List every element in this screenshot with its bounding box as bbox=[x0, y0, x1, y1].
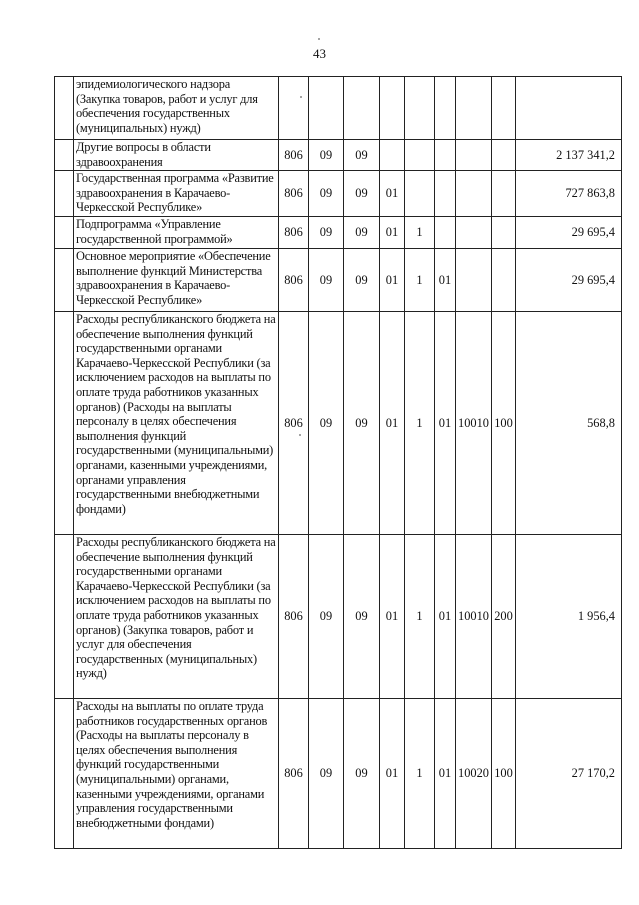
direction-code-cell bbox=[456, 249, 492, 312]
section-code-cell: 09 bbox=[309, 171, 344, 217]
name-cell: Расходы республиканского бюджета на обеспечение выполнения функций государственными органами Карачаево-Черкесской Республики (за исключением расходов на выплаты по оплате труда работников указанных органов) (Расходы на выплаты персоналу в целях обеспечения выполнения функций государственными (муниципальными) органами, казенными учреждениями, органами управления государственными внебюджетными фондами) bbox=[74, 312, 279, 535]
expense-type-code-cell bbox=[492, 249, 516, 312]
budget-table bbox=[54, 76, 622, 849]
program-code-cell: 01 bbox=[380, 312, 405, 535]
amount-cell: 29 695,4 bbox=[516, 249, 622, 312]
row-number-cell bbox=[55, 535, 74, 699]
expense-type-code-cell: 100 bbox=[492, 699, 516, 849]
subsection-code-cell: 09 bbox=[344, 699, 380, 849]
event-code-cell: 01 bbox=[435, 699, 456, 849]
event-code-cell: 01 bbox=[435, 535, 456, 699]
section-code-cell: 09 bbox=[309, 217, 344, 249]
section-code-cell: 09 bbox=[309, 312, 344, 535]
program-code-cell: 01 bbox=[380, 217, 405, 249]
ministry-code-cell: 806 bbox=[279, 312, 309, 535]
subsection-code-cell: 09 bbox=[344, 217, 380, 249]
event-code-cell bbox=[435, 140, 456, 171]
name-cell: Подпрограмма «Управление государственной программой» bbox=[74, 217, 279, 249]
scan-speck bbox=[300, 96, 302, 98]
amount-cell: 29 695,4 bbox=[516, 217, 622, 249]
program-code-cell bbox=[380, 140, 405, 171]
table-row bbox=[55, 140, 622, 171]
direction-code-cell: 10020 bbox=[456, 699, 492, 849]
row-number-cell bbox=[55, 140, 74, 171]
program-code-cell bbox=[380, 77, 405, 140]
table-row bbox=[55, 535, 622, 699]
direction-code-cell bbox=[456, 77, 492, 140]
section-code-cell: 09 bbox=[309, 699, 344, 849]
subprogram-code-cell: 1 bbox=[405, 217, 435, 249]
subprogram-code-cell: 1 bbox=[405, 249, 435, 312]
direction-code-cell: 10010 bbox=[456, 312, 492, 535]
subprogram-code-cell bbox=[405, 171, 435, 217]
program-code-cell: 01 bbox=[380, 535, 405, 699]
ministry-code-cell: 806 bbox=[279, 171, 309, 217]
row-number-cell bbox=[55, 312, 74, 535]
name-cell: Расходы на выплаты по оплате труда работников государственных органов (Расходы на выплаты персоналу в целях обеспечения выполнения функций государственными (муниципальными) органами, казенными учреждениями, органами управления государственными внебюджетными фондами) bbox=[74, 699, 279, 849]
direction-code-cell bbox=[456, 140, 492, 171]
amount-cell: 568,8 bbox=[516, 312, 622, 535]
event-code-cell bbox=[435, 171, 456, 217]
program-code-cell: 01 bbox=[380, 171, 405, 217]
name-cell: Основное мероприятие «Обеспечение выполнение функций Министерства здравоохранения в Карачаево-Черкесской Республике» bbox=[74, 249, 279, 312]
subsection-code-cell: 09 bbox=[344, 312, 380, 535]
table-row bbox=[55, 699, 622, 849]
name-cell: Другие вопросы в области здравоохранения bbox=[74, 140, 279, 171]
ministry-code-cell bbox=[279, 77, 309, 140]
table-row bbox=[55, 171, 622, 217]
subsection-code-cell: 09 bbox=[344, 140, 380, 171]
event-code-cell: 01 bbox=[435, 312, 456, 535]
event-code-cell: 01 bbox=[435, 249, 456, 312]
subprogram-code-cell bbox=[405, 140, 435, 171]
scan-speck bbox=[318, 38, 320, 40]
amount-cell bbox=[516, 77, 622, 140]
expense-type-code-cell: 200 bbox=[492, 535, 516, 699]
direction-code-cell bbox=[456, 217, 492, 249]
scan-speck bbox=[299, 434, 301, 436]
direction-code-cell bbox=[456, 171, 492, 217]
event-code-cell bbox=[435, 77, 456, 140]
table-row bbox=[55, 77, 622, 140]
subprogram-code-cell: 1 bbox=[405, 312, 435, 535]
expense-type-code-cell bbox=[492, 171, 516, 217]
event-code-cell bbox=[435, 217, 456, 249]
ministry-code-cell: 806 bbox=[279, 249, 309, 312]
section-code-cell: 09 bbox=[309, 249, 344, 312]
ministry-code-cell: 806 bbox=[279, 217, 309, 249]
name-cell: Расходы республиканского бюджета на обеспечение выполнения функций государственными органами Карачаево-Черкесской Республики (за исключением расходов на выплаты по оплате труда работников указанных органов) (Закупка товаров, работ и услуг для обеспечения государственных (муниципальных) нужд) bbox=[74, 535, 279, 699]
row-number-cell bbox=[55, 249, 74, 312]
table-row bbox=[55, 217, 622, 249]
direction-code-cell: 10010 bbox=[456, 535, 492, 699]
name-cell: эпидемиологического надзора (Закупка товаров, работ и услуг для обеспечения государственных (муниципальных) нужд) bbox=[74, 77, 279, 140]
row-number-cell bbox=[55, 171, 74, 217]
amount-cell: 2 137 341,2 bbox=[516, 140, 622, 171]
table-row bbox=[55, 249, 622, 312]
subsection-code-cell: 09 bbox=[344, 249, 380, 312]
subsection-code-cell: 09 bbox=[344, 171, 380, 217]
section-code-cell: 09 bbox=[309, 535, 344, 699]
row-number-cell bbox=[55, 77, 74, 140]
expense-type-code-cell bbox=[492, 77, 516, 140]
page-number: 43 bbox=[313, 46, 326, 61]
name-cell: Государственная программа «Развитие здравоохранения в Карачаево-Черкесской Республике» bbox=[74, 171, 279, 217]
expense-type-code-cell bbox=[492, 140, 516, 171]
program-code-cell: 01 bbox=[380, 699, 405, 849]
expense-type-code-cell: 100 bbox=[492, 312, 516, 535]
amount-cell: 27 170,2 bbox=[516, 699, 622, 849]
amount-cell: 1 956,4 bbox=[516, 535, 622, 699]
row-number-cell bbox=[55, 217, 74, 249]
subprogram-code-cell: 1 bbox=[405, 699, 435, 849]
ministry-code-cell: 806 bbox=[279, 699, 309, 849]
section-code-cell: 09 bbox=[309, 140, 344, 171]
amount-cell: 727 863,8 bbox=[516, 171, 622, 217]
table-row bbox=[55, 312, 622, 535]
subprogram-code-cell bbox=[405, 77, 435, 140]
subsection-code-cell bbox=[344, 77, 380, 140]
ministry-code-cell: 806 bbox=[279, 140, 309, 171]
row-number-cell bbox=[55, 699, 74, 849]
program-code-cell: 01 bbox=[380, 249, 405, 312]
subprogram-code-cell: 1 bbox=[405, 535, 435, 699]
ministry-code-cell: 806 bbox=[279, 535, 309, 699]
subsection-code-cell: 09 bbox=[344, 535, 380, 699]
expense-type-code-cell bbox=[492, 217, 516, 249]
section-code-cell bbox=[309, 77, 344, 140]
